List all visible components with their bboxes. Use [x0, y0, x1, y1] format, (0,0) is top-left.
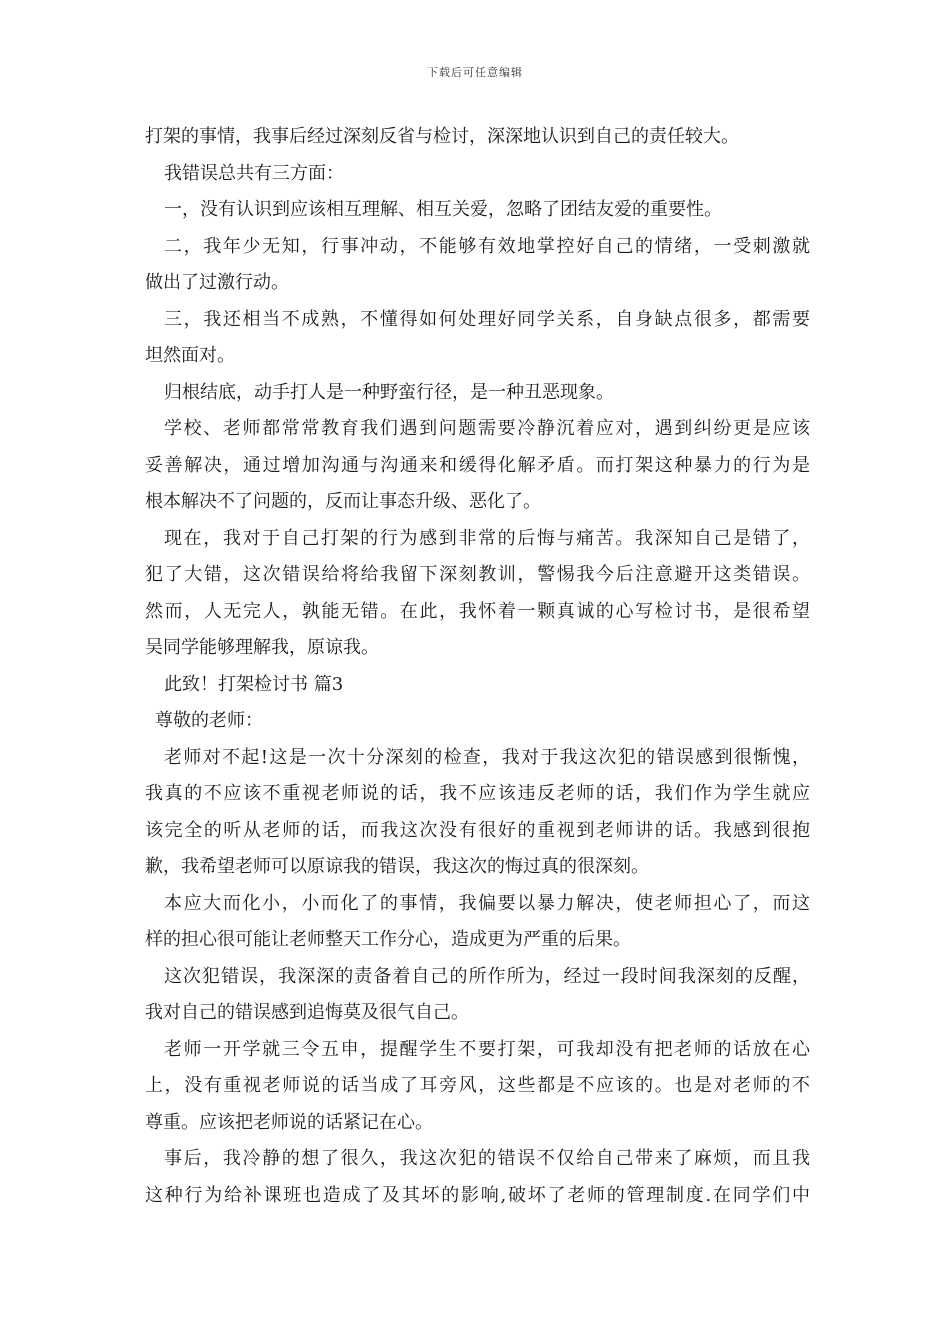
text-line: 老师一开学就三令五申，提醒学生不要打架，可我却没有把老师的话放在心 [164, 1038, 810, 1060]
text-line: 打架的事情，我事后经过深刻反省与检讨，深深地认识到自己的责任较大。 [145, 126, 739, 147]
text-line: 做出了过激行动。 [145, 272, 289, 293]
text-line: 归根结底，动手打人是一种野蛮行径，是一种丑恶现象。 [164, 381, 614, 403]
text-line: 事后，我冷静的想了很久，我这次犯的错误不仅给自己带来了麻烦，而且我 [164, 1148, 810, 1169]
text-line: 妥善解决，通过增加沟通与沟通来和缓得化解矛盾。而打架这种暴力的行为是 [145, 454, 810, 476]
text-line: 尊敬的老师： [155, 710, 263, 731]
text-line: 我真的不应该不重视老师说的话，我不应该违反老师的话，我们作为学生就应 [145, 783, 810, 804]
text-line: 上，没有重视老师说的话当成了耳旁风，这些都是不应该的。也是对老师的不 [145, 1075, 810, 1096]
text-line: 根本解决不了问题的，反而让事态升级、恶化了。 [145, 491, 541, 512]
text-line: 尊重。应该把老师说的话紧记在心。 [145, 1111, 433, 1133]
page-header-note: 下载后可任意编辑 [427, 66, 523, 79]
text-line: 样的担心很可能让老师整天工作分心，造成更为严重的后果。 [145, 929, 631, 950]
text-line: 犯了大错，这次错误给将给我留下深刻教训，警惕我今后注意避开这类错误。 [145, 564, 810, 585]
text-line: 我对自己的错误感到追悔莫及很气自己。 [145, 1002, 469, 1023]
text-line: 这种行为给补课班也造成了及其坏的影响,破坏了老师的管理制度.在同学们中 [145, 1184, 810, 1206]
text-line: 坦然面对。 [145, 345, 235, 366]
text-line: 二，我年少无知，行事冲动，不能够有效地掌控好自己的情绪，一受刺激就 [164, 235, 810, 257]
text-line: 此致！打架检讨书 篇3 [164, 673, 344, 695]
text-line: 我错误总共有三方面： [164, 162, 344, 184]
text-line: 老师对不起!这是一次十分深刻的检查，我对于我这次犯的错误感到很惭愧， [164, 746, 810, 768]
text-line: 这次犯错误，我深深的责备着自己的所作所为，经过一段时间我深刻的反醒， [164, 965, 810, 987]
text-line: 吴同学能够理解我，原谅我。 [145, 637, 379, 658]
text-line: 歉，我希望老师可以原谅我的错误，我这次的悔过真的很深刻。 [145, 856, 649, 877]
text-line: 本应大而化小，小而化了的事情，我偏要以暴力解决，使老师担心了，而这 [164, 892, 810, 914]
document-body [145, 119, 810, 1214]
text-line: 然而，人无完人，孰能无错。在此，我怀着一颗真诚的心写检讨书，是很希望 [145, 600, 810, 622]
text-line: 学校、老师都常常教育我们遇到问题需要冷静沉着应对，遇到纠纷更是应该 [164, 418, 810, 439]
text-line: 三，我还相当不成熟，不懂得如何处理好同学关系，自身缺点很多，都需要 [164, 308, 810, 330]
text-line: 一，没有认识到应该相互理解、相互关爱，忽略了团结友爱的重要性。 [164, 199, 722, 220]
text-line: 现在，我对于自己打架的行为感到非常的后悔与痛苦。我深知自己是错了， [164, 527, 810, 549]
text-line: 该完全的听从老师的话，而我这次没有很好的重视到老师讲的话。我感到很抱 [145, 819, 810, 841]
